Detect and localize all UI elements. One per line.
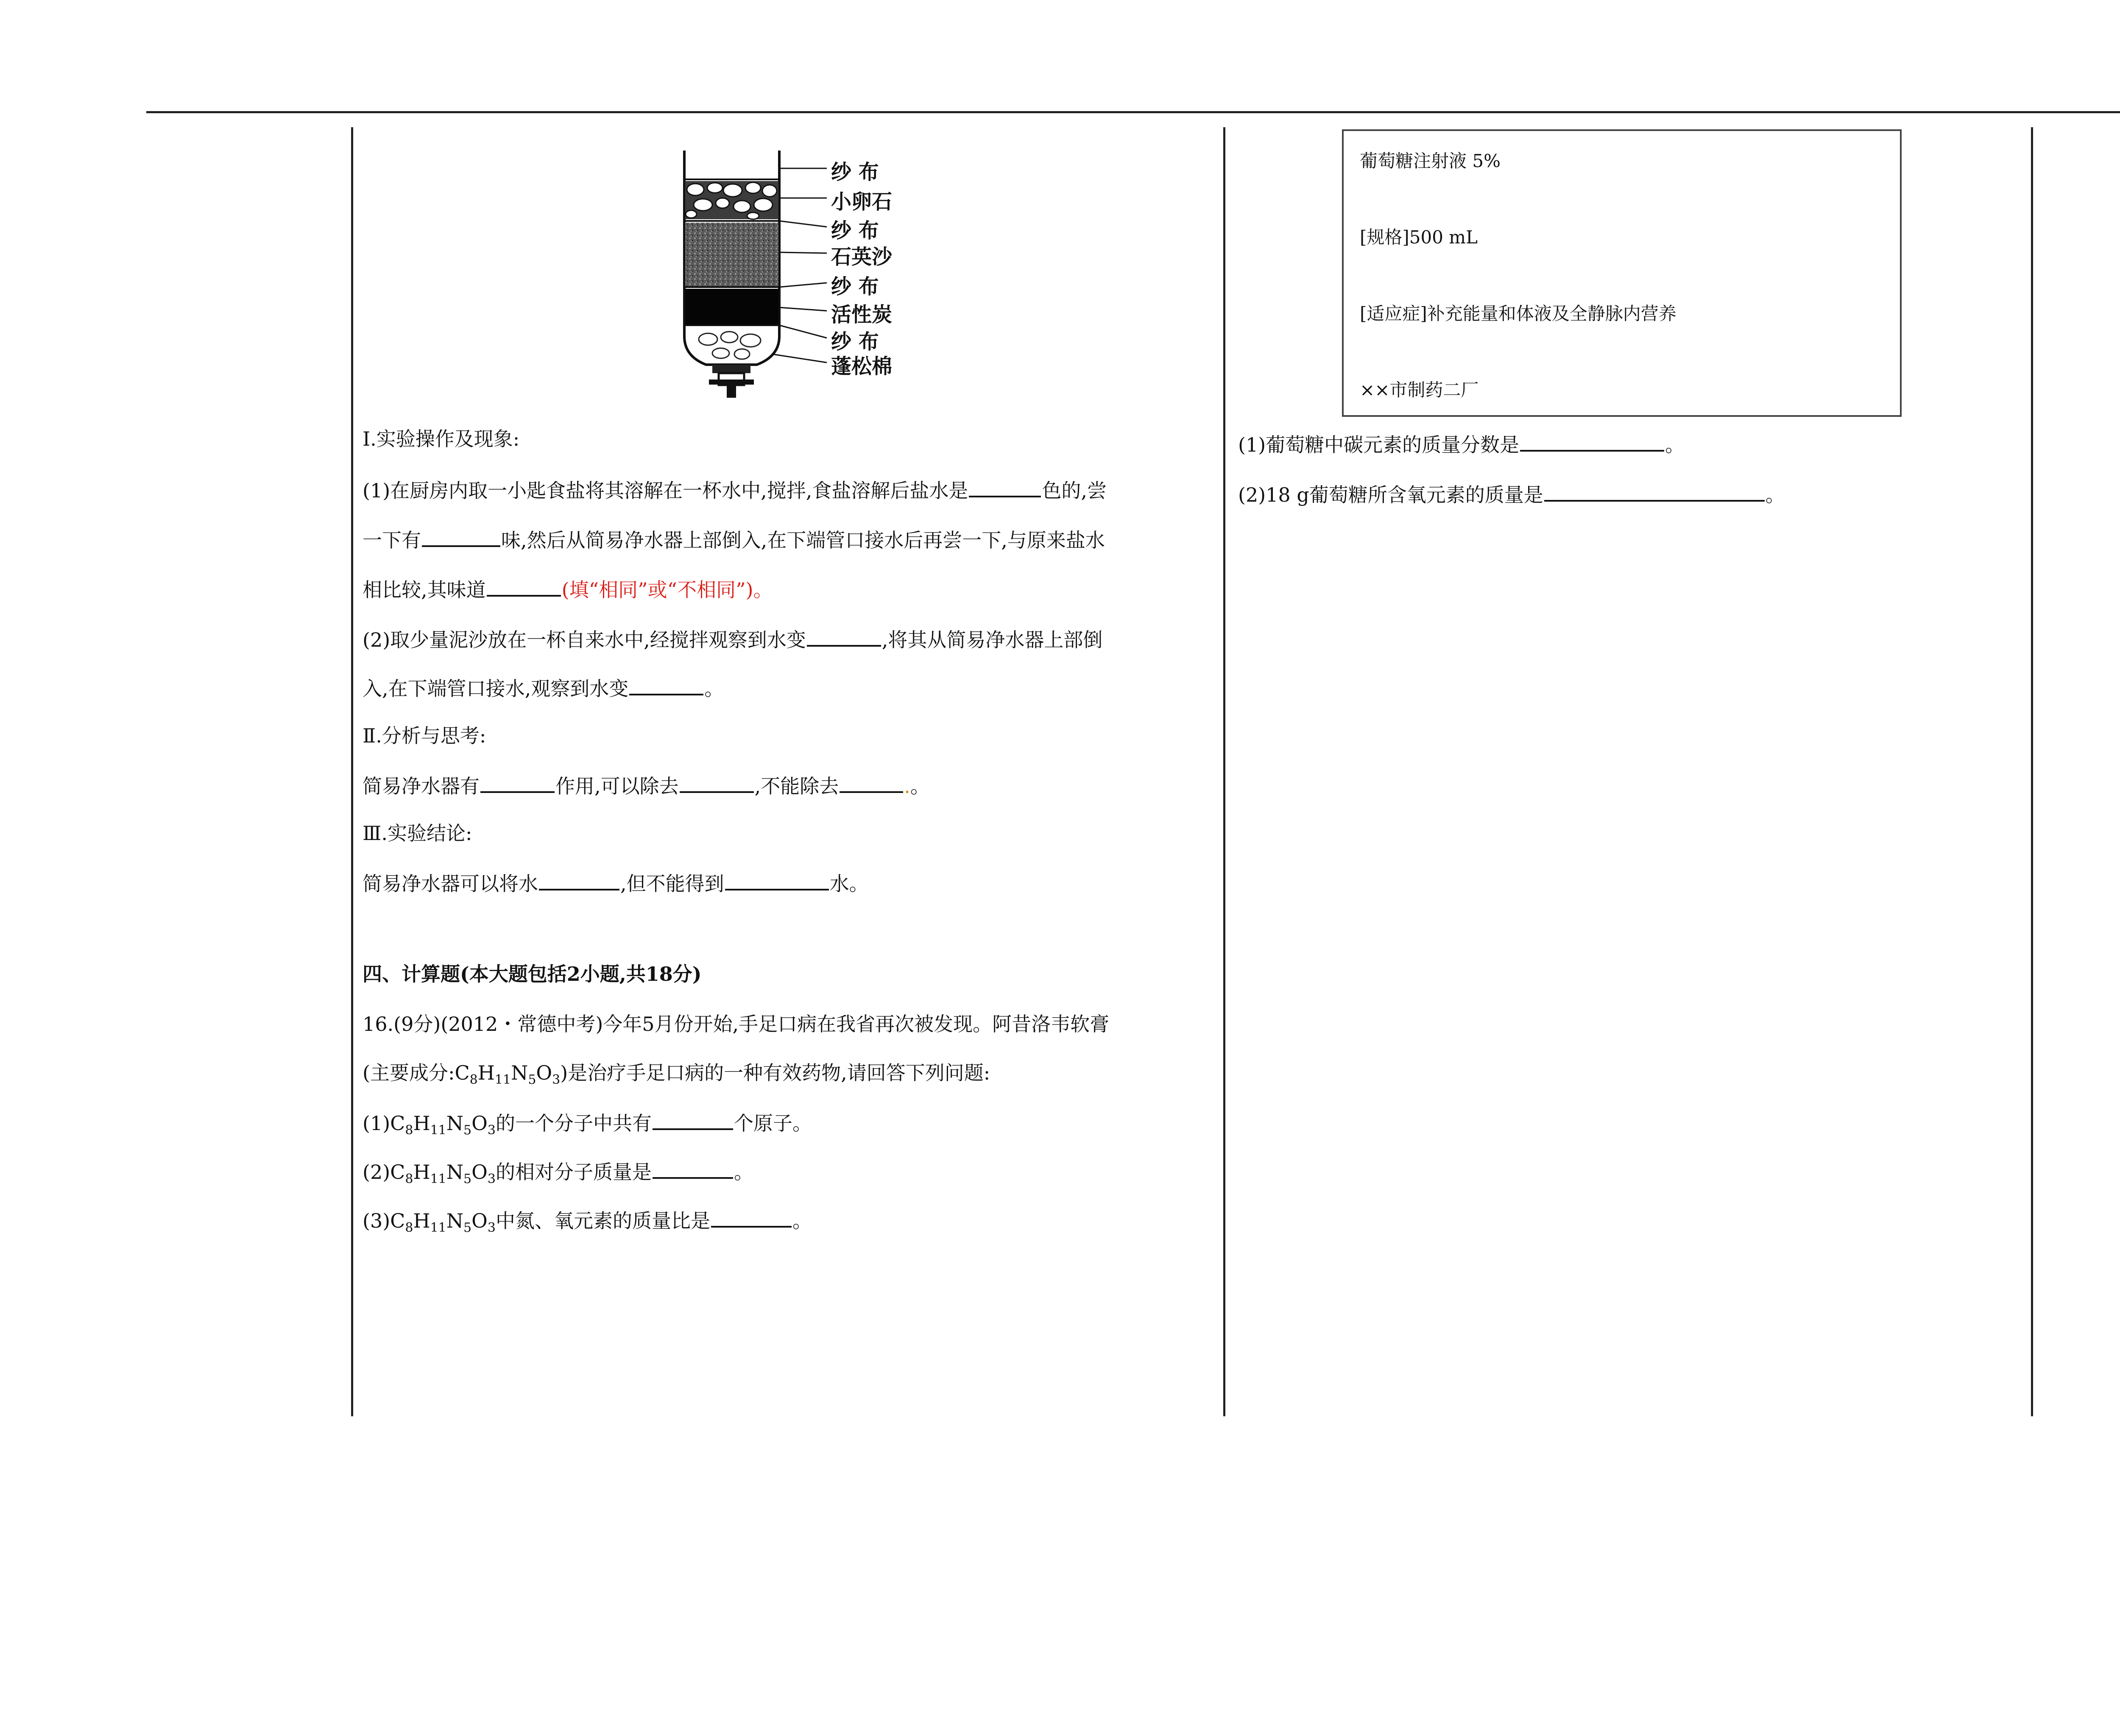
conclusion-line: 简易净水器可以将水 ,但不能得到 水。 xyxy=(363,869,869,896)
layer-label-gauze-3: 纱 布 xyxy=(831,275,879,299)
label-indication: [适应症]补充能量和体液及全静脉内营养 xyxy=(1360,303,1676,324)
column-rule-middle xyxy=(1223,127,1225,1416)
answer-blank-taste-compare[interactable] xyxy=(487,575,561,597)
answer-blank-purify[interactable] xyxy=(539,869,619,890)
answer-blank-carbon-fraction[interactable] xyxy=(1520,430,1664,452)
section2-title: Ⅱ.分析与思考: xyxy=(363,724,486,747)
answer-blank-pure-water[interactable] xyxy=(725,869,829,890)
formula: $C_8H_{11}N_5O_3$ xyxy=(390,1112,496,1138)
q2-line2: 入,在下端管口接水,观察到水变 。 xyxy=(363,674,724,701)
layer-label-pebbles: 小卵石 xyxy=(831,190,893,214)
q1-line2: 一下有 味,然后从简易净水器上部倒入,在下端管口接水后再尝一下,与原来盐水 xyxy=(363,526,1105,553)
label-manufacturer: ××市制药二厂 xyxy=(1360,380,1479,400)
answer-blank-water-turbid[interactable] xyxy=(807,625,881,647)
answer-blank-not-removable[interactable] xyxy=(840,772,903,793)
layer-label-activated-carbon: 活性炭 xyxy=(831,303,893,327)
formula: $C_8H_{11}N_5O_3$ xyxy=(455,1061,561,1088)
column-rule-right xyxy=(2031,127,2033,1416)
section3-title: Ⅲ.实验结论: xyxy=(363,822,472,845)
q2-line1: (2)取少量泥沙放在一杯自来水中,经搅拌观察到水变 ,将其从简易净水器上部倒 xyxy=(363,625,1102,653)
label-spec: [规格]500 mL xyxy=(1360,227,1478,248)
answer-blank-oxygen-mass[interactable] xyxy=(1544,480,1765,502)
sub-question-2: $(2)C_8H_{11}N_5O_3$的相对分子质量是 。 xyxy=(363,1158,753,1185)
glucose-label-box xyxy=(1342,129,1902,417)
answer-blank-taste[interactable] xyxy=(422,526,500,547)
layer-label-gauze-4: 纱 布 xyxy=(831,330,879,354)
glucose-question-1: (1)葡萄糖中碳元素的质量分数是 。 xyxy=(1238,430,1685,458)
answer-blank-function[interactable] xyxy=(480,772,555,793)
label-product-name: 葡萄糖注射液 5% xyxy=(1360,151,1501,171)
column-rule-left xyxy=(351,127,353,1416)
answer-blank-molecular-mass[interactable] xyxy=(653,1158,733,1179)
answer-blank-mass-ratio[interactable] xyxy=(711,1206,792,1228)
fill-hint: (填“相同”或“不相同”)。 xyxy=(561,578,773,601)
q16-line1: 16.(9分)(2012・常德中考)今年5月份开始,手足口病在我省再次被发现。阿昔洛韦软膏 xyxy=(363,1013,1110,1035)
sub-question-3: $(3)C_8H_{11}N_5O_3$中氮、氧元素的质量比是 。 xyxy=(363,1206,812,1234)
answer-blank-salt-color[interactable] xyxy=(969,476,1041,497)
analysis-line: 简易净水器有 作用,可以除去 ,不能除去 .。 xyxy=(363,772,930,799)
water-filter-diagram xyxy=(678,151,907,401)
glucose-question-2: (2)18 g葡萄糖所含氧元素的质量是 。 xyxy=(1238,480,1785,508)
formula: $C_8H_{11}N_5O_3$ xyxy=(390,1161,496,1187)
layer-label-gauze-1: 纱 布 xyxy=(831,160,879,184)
section1-title: Ⅰ.实验操作及现象: xyxy=(363,427,520,450)
calc-heading: 四、计算题(本大题包括2小题,共18分) xyxy=(363,963,702,985)
answer-blank-removable[interactable] xyxy=(680,772,754,793)
q16-line2: (主要成分$:C_8H_{11}N_5O_3$)是治疗手足口病的一种有效药物,请回答下列问题: xyxy=(363,1061,990,1088)
top-rule xyxy=(146,111,2120,113)
layer-label-quartz-sand: 石英沙 xyxy=(831,245,893,269)
q1-line1: (1)在厨房内取一小匙食盐将其溶解在一杯水中,搅拌,食盐溶解后盐水是 色的,尝 xyxy=(363,476,1107,503)
layer-label-cotton: 蓬松棉 xyxy=(831,354,893,378)
formula: $C_8H_{11}N_5O_3$ xyxy=(390,1209,496,1236)
sub-question-1: $(1)C_8H_{11}N_5O_3$的一个分子中共有 个原子。 xyxy=(363,1109,812,1136)
answer-blank-water-clear[interactable] xyxy=(629,674,703,695)
layer-label-gauze-2: 纱 布 xyxy=(831,219,879,243)
answer-blank-atom-count[interactable] xyxy=(653,1109,733,1130)
q1-line3: 相比较,其味道 (填“相同”或“不相同”)。 xyxy=(363,575,773,603)
